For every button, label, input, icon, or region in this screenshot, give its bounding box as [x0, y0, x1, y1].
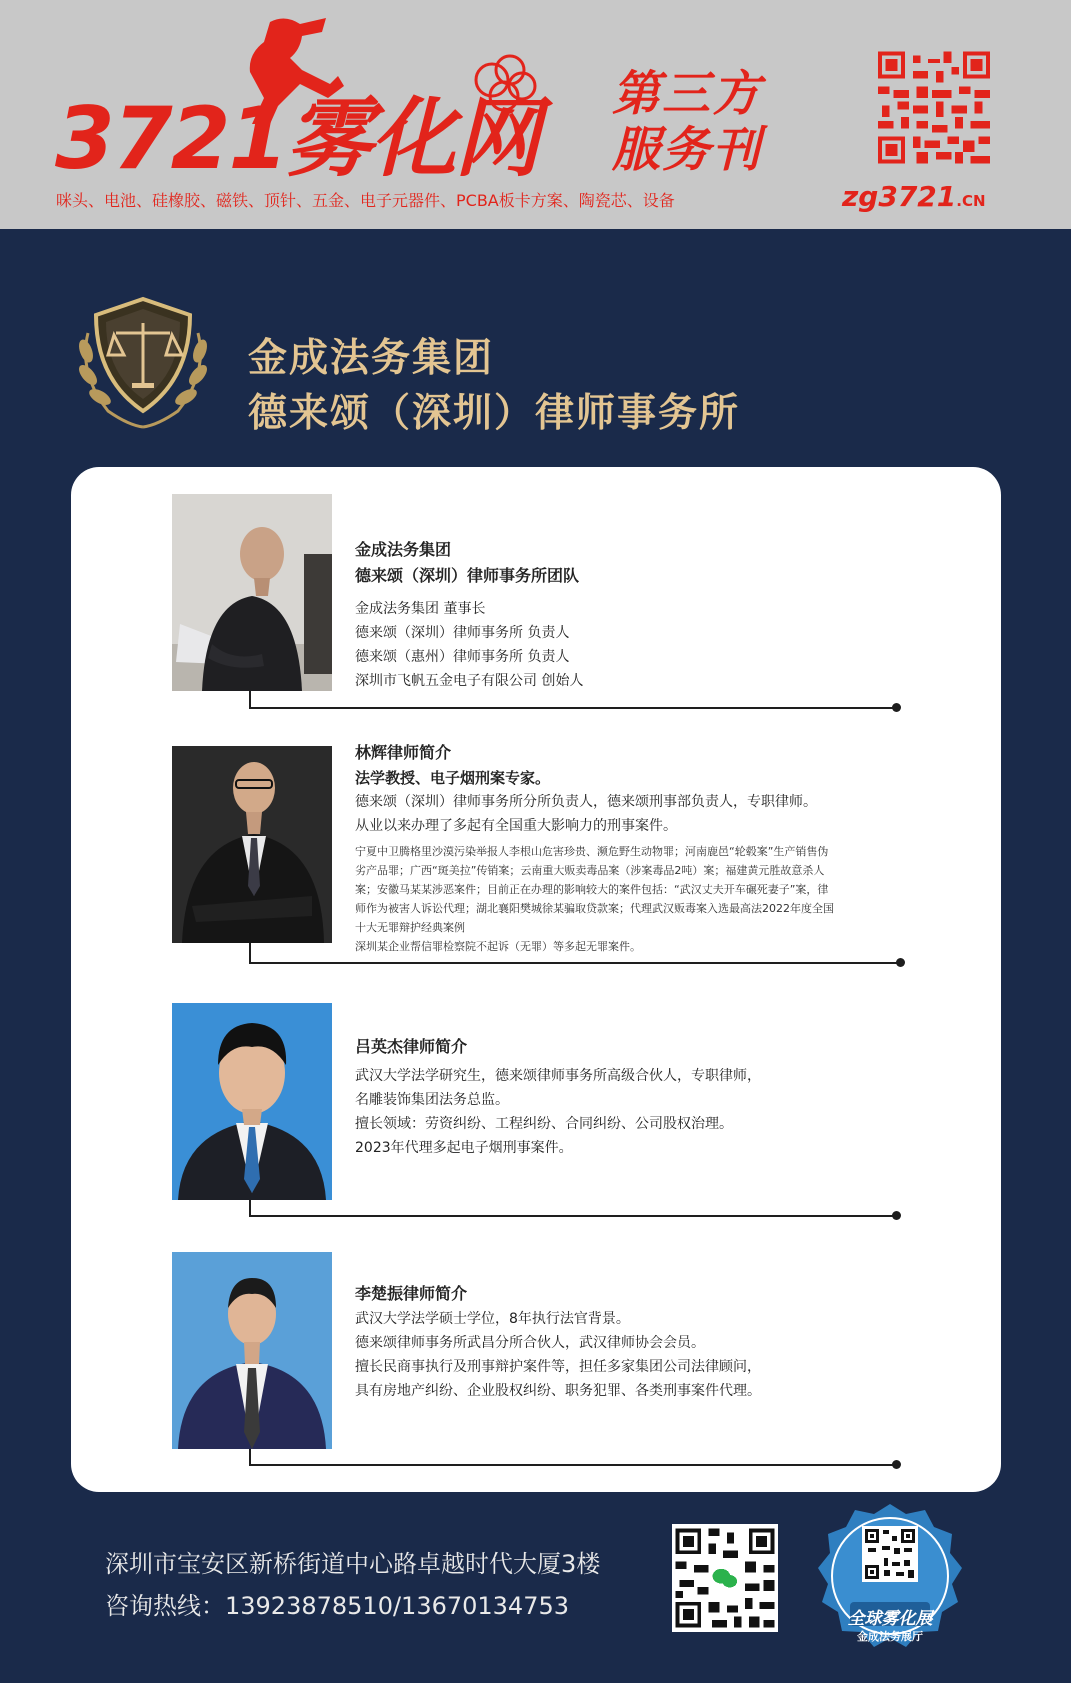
badge-title: 全球雾化展	[847, 1609, 933, 1629]
profile-heading: 金成法务集团	[355, 540, 452, 559]
case-line: 宁夏中卫腾格里沙漠污染举报人李根山危害珍贵、濒危野生动物罪；河南鹿邑“轮毂案”生产销售伪	[355, 845, 829, 858]
law-firm-name: 德来颂（深圳）律师事务所	[248, 391, 741, 436]
profile-heading: 林辉律师简介	[355, 743, 452, 762]
scales-shield-laurel-icon	[68, 293, 218, 435]
profiles-card	[71, 467, 1001, 1492]
profile-line: 德来颂（深圳）律师事务所分所负责人，德来颂刑事部负责人，专职律师。	[355, 794, 817, 810]
profile-text	[355, 537, 583, 693]
profile-text	[355, 740, 875, 956]
brand-side-text	[612, 66, 802, 178]
profile-line: 具有房地产纠纷、企业股权纠纷、职务犯罪、各类刑事案件代理。	[355, 1383, 761, 1399]
case-line: 劣产品罪；广西“斑美拉”传销案；云南重大贩卖毒品案（涉案毒品2吨）案；福建黄元胜故意杀人	[355, 864, 825, 877]
wechat-qr-code-icon	[672, 1524, 778, 1632]
portrait-photo	[172, 746, 332, 943]
profile-subheading: 德来颂（深圳）律师事务所团队	[355, 566, 580, 585]
profile-text	[355, 1034, 875, 1160]
profile-line: 深圳市飞帆五金电子有限公司 创始人	[355, 673, 584, 689]
profile-line: 德来颂（惠州）律师事务所 负责人	[355, 649, 570, 665]
website-main: zg3721	[842, 180, 957, 213]
profile-subheading: 法学教授、电子烟刑案专家。	[355, 769, 551, 787]
case-line: 师作为被害人诉讼代理；湖北襄阳樊城徐某骗取贷款案；代理武汉贩毒案入选最高法2022年度全国	[355, 902, 834, 915]
website-url[interactable]	[842, 180, 986, 213]
profile-line: 擅长民商事执行及刑事辩护案件等，担任多家集团公司法律顾问，	[355, 1359, 761, 1375]
profile-line: 德来颂律师事务所武昌分所合伙人，武汉律师协会会员。	[355, 1335, 705, 1351]
portrait-photo	[172, 1003, 332, 1200]
profile-text	[355, 1281, 875, 1403]
profile-line: 2023年代理多起电子烟刑事案件。	[355, 1140, 573, 1156]
profile-line: 从业以来办理了多起有全国重大影响力的刑事案件。	[355, 818, 677, 834]
qr-code-icon	[878, 50, 990, 165]
side-line-1: 第三方	[612, 66, 763, 122]
profile-line: 擅长领域：劳资纠纷、工程纠纷、合同纠纷、公司股权治理。	[355, 1116, 733, 1132]
brand-logo-text: 3721雾化网	[55, 89, 539, 189]
group-name: 金成法务集团	[248, 336, 495, 381]
footer-address: 深圳市宝安区新桥街道中心路卓越时代大厦3楼	[105, 1550, 601, 1578]
portrait-photo	[172, 1252, 332, 1449]
website-suffix: .CN	[956, 192, 986, 210]
profile-line: 武汉大学法学硕士学位，8年执行法官背景。	[355, 1311, 630, 1327]
profile-line: 金成法务集团 董事长	[355, 601, 486, 617]
profile-heading: 吕英杰律师简介	[355, 1037, 468, 1056]
footer-hotline: 咨询热线：13923878510/13670134753	[105, 1592, 570, 1620]
product-tags: 咪头、电池、硅橡胶、磁铁、顶针、五金、电子元器件、PCBA板卡方案、陶瓷芯、设备	[56, 191, 675, 210]
profile-line: 名雕装饰集团法务总监。	[355, 1092, 509, 1108]
case-line: 十大无罪辩护经典案例	[355, 921, 465, 934]
magazine-header	[0, 0, 1071, 229]
profile-heading: 李楚振律师简介	[355, 1284, 468, 1303]
badge-subtitle: 金成法务展厅	[857, 1630, 923, 1643]
portrait-photo	[172, 494, 332, 691]
side-line-2: 服务刊	[612, 122, 763, 178]
profile-line: 德来颂（深圳）律师事务所 负责人	[355, 625, 570, 641]
case-line: 案；安徽马某某涉恶案件；目前正在办理的影响较大的案件包括：“武汉丈夫开车碾死妻子”案，律	[355, 883, 829, 896]
profile-line: 武汉大学法学研究生，德来颂律师事务所高级合伙人，专职律师，	[355, 1068, 761, 1084]
case-line: 深圳某企业帮信罪检察院不起诉（无罪）等多起无罪案件。	[355, 940, 641, 953]
